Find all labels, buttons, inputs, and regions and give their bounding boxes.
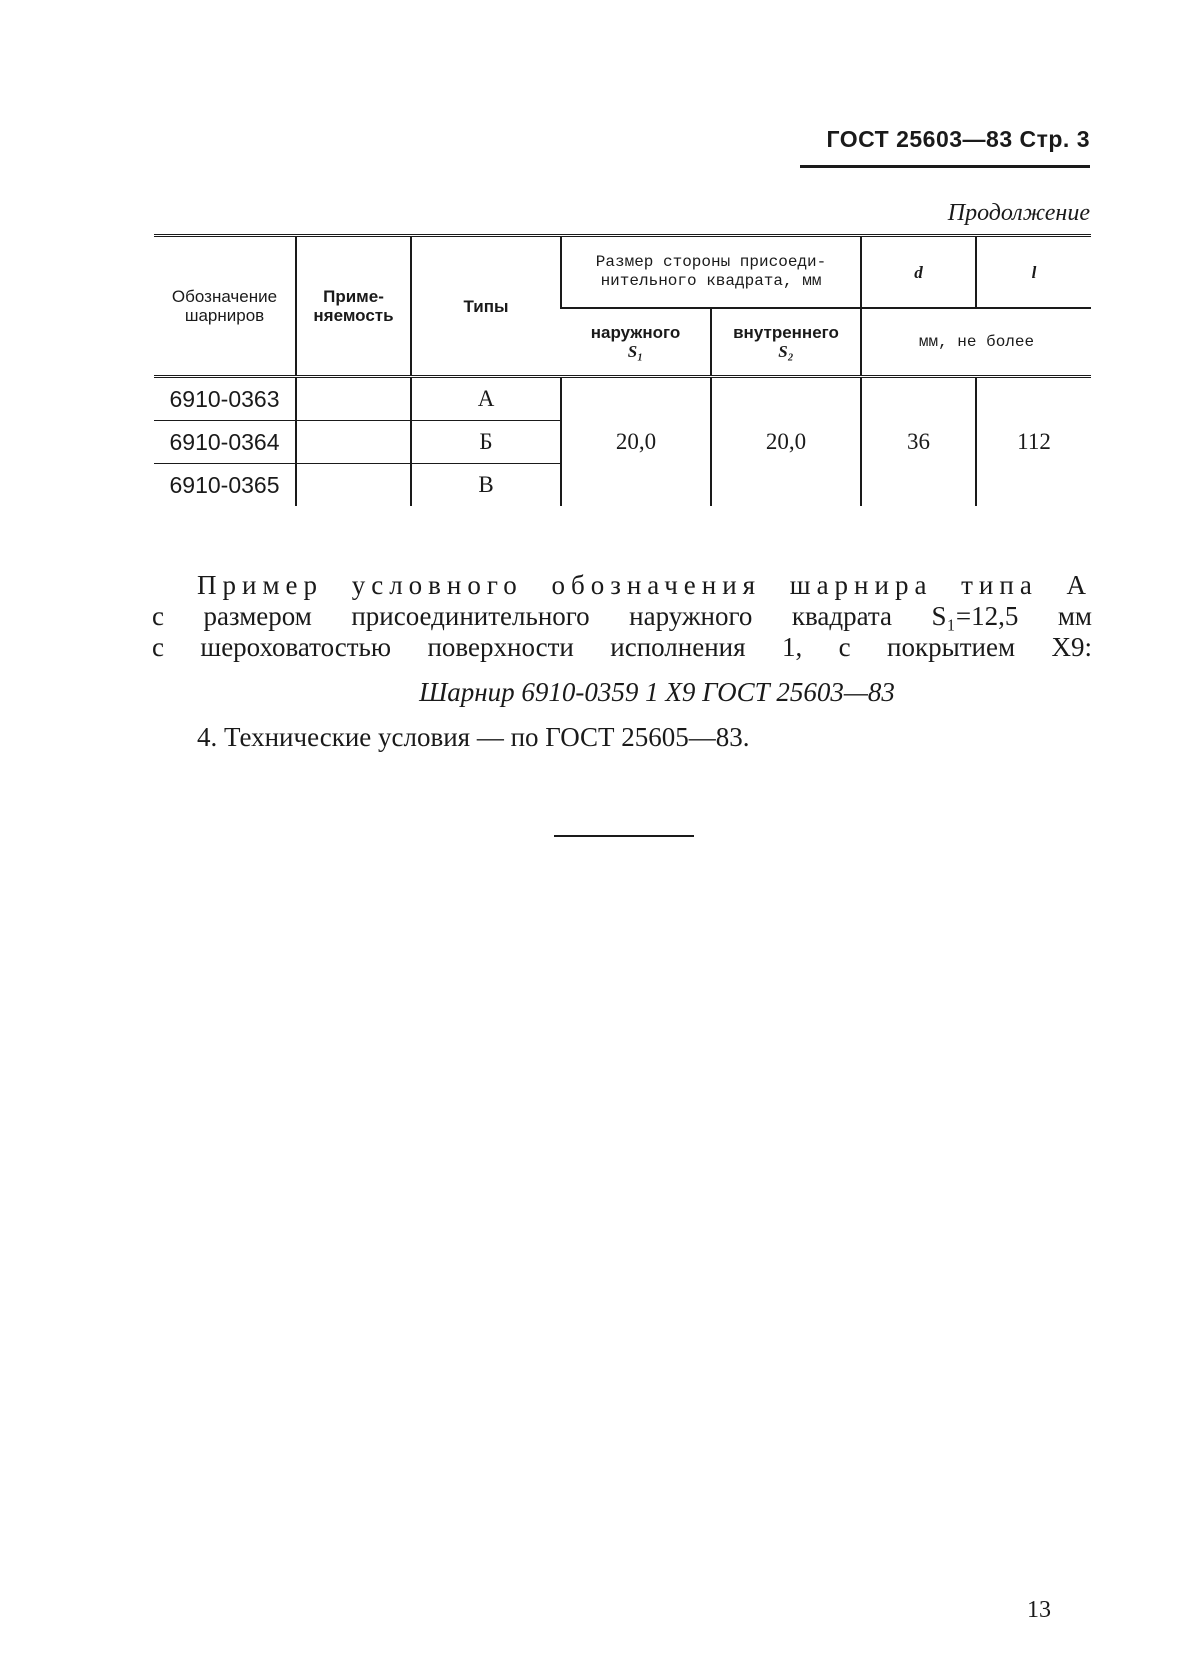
example-line-3: с шероховатостью поверхности исполнения 1, с покрытием Х9: (152, 632, 1092, 662)
header-rule (800, 165, 1090, 168)
body-text (152, 570, 1092, 753)
row-applicability (296, 377, 411, 421)
row-applicability (296, 421, 411, 464)
header-square-size: Размер стороны присоеди- нительного квадрата, мм (561, 236, 861, 309)
header-outer: наружного S₁ (561, 308, 711, 377)
row-applicability (296, 464, 411, 507)
header-types: Типы (411, 236, 561, 377)
header-applicability: Приме- няемость (296, 236, 411, 377)
example-line-2: с размером присоединительного наружного квадрата S₁=12,5 мм (152, 601, 1092, 631)
end-rule (554, 835, 694, 837)
row-code: 6910-0363 (154, 377, 296, 421)
row-type: Б (411, 421, 561, 464)
specification-table (154, 234, 1091, 506)
page-header (800, 126, 1090, 168)
cell-l: 112 (976, 377, 1091, 507)
header-units: мм, не более (861, 308, 1091, 377)
page-number: 13 (1027, 1597, 1051, 1623)
designation-example: Шарнир 6910-0359 1 Х9 ГОСТ 25603—83 (419, 677, 895, 707)
header-l: l (976, 236, 1091, 309)
header-designation: Обозначение шарниров (154, 236, 296, 377)
standard-title: ГОСТ 25603—83 Стр. 3 (826, 126, 1090, 152)
row-code: 6910-0365 (169, 471, 280, 498)
cell-s1: 20,0 (561, 377, 711, 507)
symbol-s1: S₁ (627, 342, 644, 361)
header-d: d (861, 236, 976, 309)
row-type: А (411, 377, 561, 421)
table-row (154, 377, 1091, 421)
symbol-s2: S₂ (778, 342, 794, 361)
row-code: 6910-0364 (154, 421, 296, 464)
cell-s2: 20,0 (711, 377, 861, 507)
cell-d: 36 (861, 377, 976, 507)
row-type: В (411, 464, 561, 507)
header-inner: внутреннего S₂ (711, 308, 861, 377)
continuation-label: Продолжение (947, 200, 1090, 226)
item-4-technical-conditions: 4. Технические условия — по ГОСТ 25605—83. (197, 722, 750, 752)
example-line-1: Пример условного обозначения шарнира типа А (197, 570, 1092, 600)
